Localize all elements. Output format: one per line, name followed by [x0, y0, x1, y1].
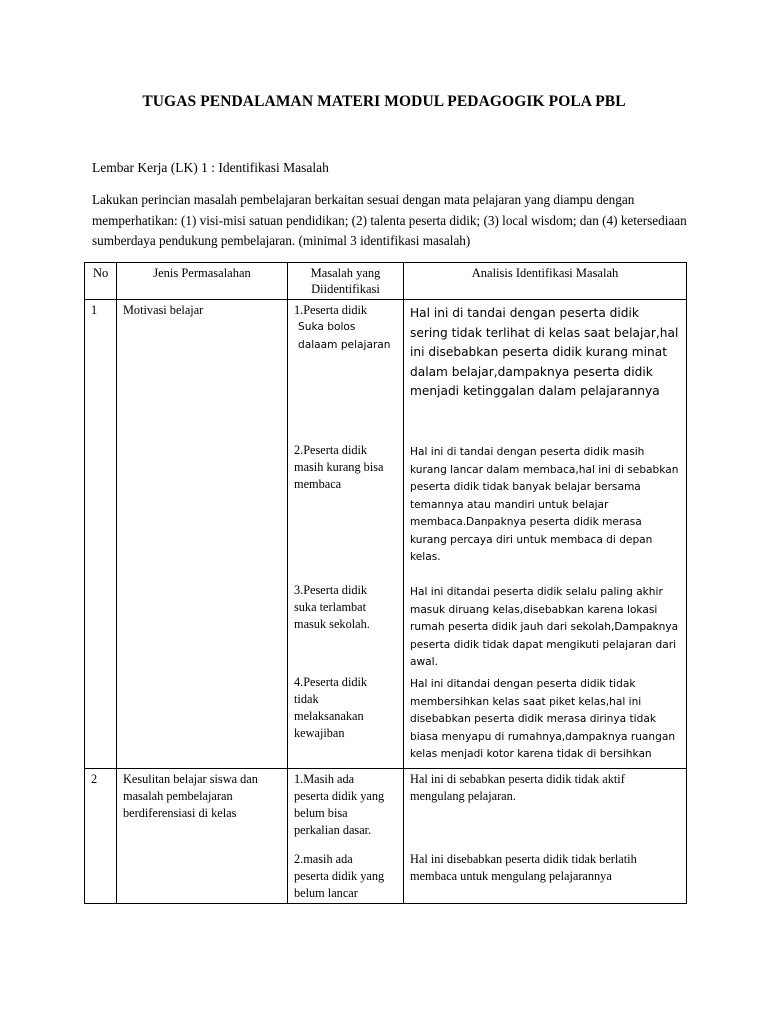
document-title: TUGAS PENDALAMAN MATERI MODUL PEDAGOGIK POLA PBL	[142, 93, 626, 110]
masalah-item	[294, 851, 397, 901]
header-no: No	[85, 263, 117, 300]
masalah-line: peserta didik yang	[294, 869, 385, 883]
masalah-item	[294, 582, 397, 674]
analisis-text: Hal ini di tandai dengan peserta didik masih kurang lancar dalam membaca,hal ini di sebabkan peserta didik tidak banyak belajar bersama temannya atau mandiri untuk belajar membaca.Danpaknya peserta didik merasa kurang percaya diri untuk membaca di depan kelas.	[410, 446, 679, 563]
masalah-line: membaca	[294, 477, 342, 491]
masalah-line: 2.Peserta didik	[294, 443, 368, 457]
worksheet-subtitle: Lembar Kerja (LK) 1 : Identifikasi Masalah	[92, 160, 329, 175]
header-masalah	[288, 263, 404, 300]
jenis-permasalahan-cell: Motivasi belajar	[117, 300, 288, 769]
masalah-line: masih kurang bisa	[294, 460, 384, 474]
header-analisis: Analisis Identifikasi Masalah	[404, 263, 687, 300]
masalah-cell	[288, 769, 404, 904]
header-masalah-line2: Diidentifikasi	[311, 282, 380, 296]
masalah-line: masuk sekolah.	[294, 617, 370, 631]
table-row	[85, 769, 687, 904]
masalah-line: perkalian dasar.	[294, 823, 372, 837]
masalah-line: kewajiban	[294, 726, 345, 740]
masalah-line: Suka bolos	[298, 321, 356, 333]
masalah-line: 1.Masih ada	[294, 772, 355, 786]
analisis-text: Hal ini di sebabkan peserta didik tidak aktif mengulang pelajaran.	[410, 772, 625, 803]
masalah-line: belum lancar	[294, 886, 358, 900]
table-header-row	[85, 263, 687, 300]
jenis-permasalahan-cell: Kesulitan belajar siswa dan masalah pembelajaran berdiferensiasi di kelas	[117, 769, 288, 904]
masalah-line: belum bisa	[294, 806, 348, 820]
analisis-cell	[404, 300, 687, 769]
masalah-line: 2.masih ada	[294, 852, 353, 866]
masalah-line: suka terlambat	[294, 600, 367, 614]
table-row	[85, 300, 687, 769]
analisis-text: Hal ini ditandai peserta didik selalu paling akhir masuk diruang kelas,disebabkan karena lokasi rumah peserta didik jauh dari sekolah,Dampaknya peserta didik tidak dapat mengikuti pelajaran dari awal.	[410, 586, 679, 668]
masalah-line: 4.Peserta didik	[294, 675, 368, 689]
analisis-text: Hal ini di tandai dengan peserta didik sering tidak terlihat di kelas saat belajar,hal ini disebabkan peserta didik kurang minat dalam belajar,dampaknya peserta didik menjadi ketinggalan dalam pelajarannya	[410, 306, 679, 398]
masalah-line: dalaam pelajaran	[298, 338, 391, 351]
masalah-item	[294, 771, 397, 851]
row-number: 1	[85, 300, 117, 769]
masalah-item	[294, 442, 397, 582]
masalah-item	[294, 674, 397, 766]
header-masalah-line1: Masalah yang	[310, 266, 381, 280]
header-jenis: Jenis Permasalahan	[117, 263, 288, 300]
analisis-text: Hal ini ditandai dengan peserta didik tidak membersihkan kelas saat piket kelas,hal ini disebabkan peserta didik merasa dirinya tidak biasa menyapu di rumahnya,dampaknya ruangan kelas menjadi kotor karena tidak di bersihkan	[410, 678, 676, 760]
masalah-cell	[288, 300, 404, 769]
masalah-line: 3.Peserta didik	[294, 583, 368, 597]
analisis-cell	[404, 769, 687, 904]
masalah-line: tidak	[294, 692, 319, 706]
masalah-line: peserta didik yang	[294, 789, 385, 803]
row-number: 2	[85, 769, 117, 904]
masalah-line: melaksanakan	[294, 709, 364, 723]
analisis-text: Hal ini disebabkan peserta didik tidak berlatih membaca untuk mengulang pelajarannya	[410, 852, 637, 883]
masalah-item	[294, 302, 397, 442]
instructions-paragraph: Lakukan perincian masalah pembelajaran berkaitan sesuai dengan mata pelajaran yang diampu dengan memperhatikan: (1) visi-misi satuan pendidikan; (2) talenta peserta didik; (3) local wisdom; dan (4) ketersediaan sumberdaya pendukung pembelajaran. (minimal 3 identifikasi masalah)	[92, 192, 687, 248]
masalah-line: 1.Peserta didik	[294, 303, 368, 317]
identification-table	[84, 262, 687, 904]
